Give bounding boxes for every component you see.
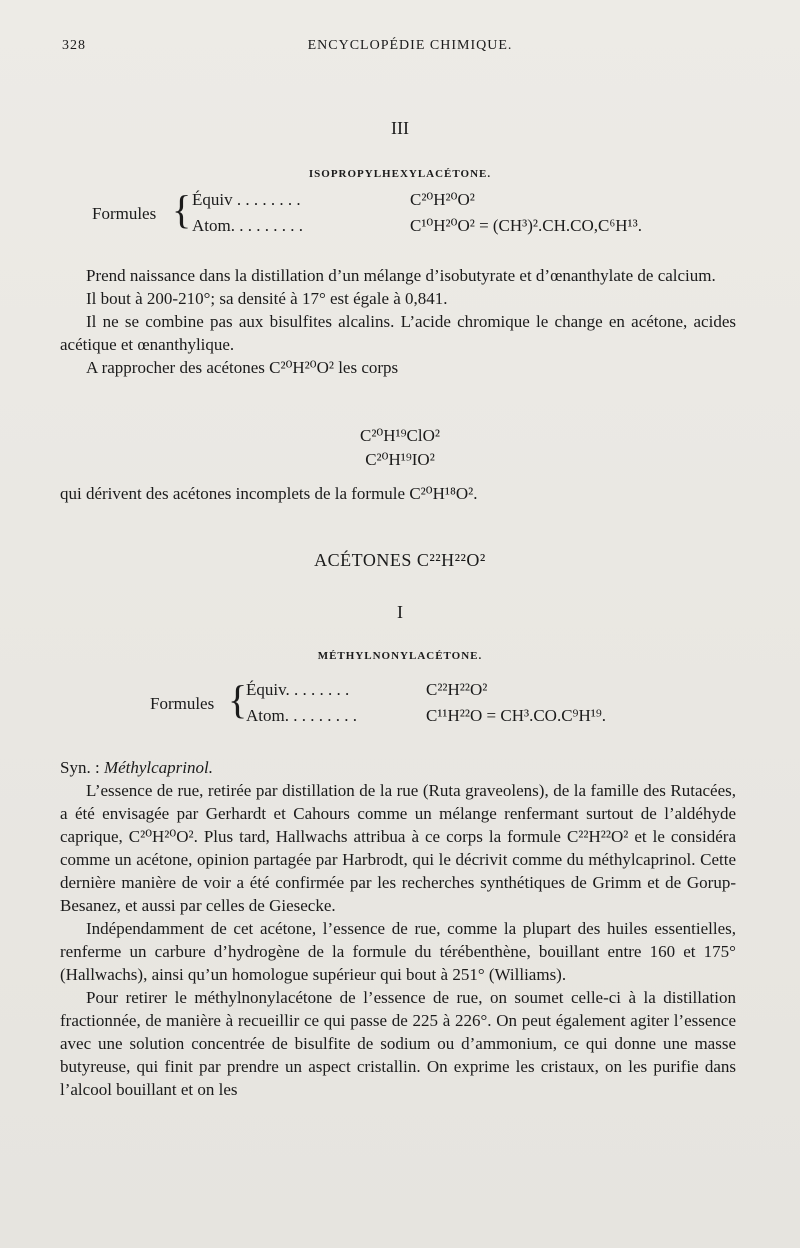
paragraph: qui dérivent des acétones incomplets de la formule C²⁰H¹⁸O². xyxy=(60,484,478,503)
compound-title: MÉTHYLNONYLACÉTONE. xyxy=(317,650,483,662)
formulas-label: Formules xyxy=(150,694,215,713)
paragraph: Il bout à 200-210°; sa densité à 17° est égale à 0,841. xyxy=(86,289,448,308)
atom-label: Atom. . . . . . . . . xyxy=(246,706,357,725)
atom-label: Atom. . . . . . . . . xyxy=(192,216,303,235)
page-number: 328 xyxy=(62,38,86,53)
synonym-name: Méthylcaprinol. xyxy=(103,758,213,777)
equiv-formula: C²²H²²O² xyxy=(426,680,488,699)
equiv-label: Équiv. . . . . . . . xyxy=(246,680,350,699)
formula-corps-iodo: C²⁰H¹⁹IO² xyxy=(365,450,435,469)
paragraph: Prend naissance dans la distillation d’un mélange d’isobutyrate et d’œnanthylate de calcium. xyxy=(86,266,716,285)
paragraph: L’essence de rue, retirée par distillation de la rue (Ruta graveolens), de la famille des Rutacées, a été envisagée par Gerhardt et Cahours comme un mélange renfermant surtout de l’aldéhyde caprique, C²⁰H²⁰O². Plus tard, Hallwachs attribua à ce corps la formule C²²H²²O² et le considéra comme un acétone, opinion partagée par Harbrodt, qui le décrivit comme du méthylcaprinol. Cette dernière manière de voir a été confirmée par les recherches synthétiques de Grimm et de Gorup-Besanez, et aussi par celles de Giesecke. xyxy=(60,781,736,915)
synonym-line xyxy=(60,756,736,779)
group-title: ACÉTONES C²²H²²O² xyxy=(314,550,486,570)
paragraph: Il ne se combine pas aux bisulfites alcalins. L’acide chromique le change en acétone, acides acétique et œnanthylique. xyxy=(60,312,736,354)
synonym-label: Syn. : xyxy=(60,758,100,777)
atom-formula: C¹⁰H²⁰O² = (CH³)².CH.CO,C⁶H¹³. xyxy=(410,216,642,235)
paragraph: Pour retirer le méthylnonylacétone de l’essence de rue, on soumet celle-ci à la distillation fractionnée, de manière à recueillir ce qui passe de 225 à 226°. On peut également agiter l’essence avec une solution concentrée de bisulfite de sodium ou d’ammonium, ce qui donne une masse butyreuse, qui finit par prendre un aspect cristallin. On exprime les cristaux, on les purifie dans l’alcool bouillant et on les xyxy=(60,988,736,1099)
paragraph: Indépendamment de cet acétone, l’essence de rue, comme la plupart des huiles essentielles, renferme un carbure d’hydrogène de la formule du térébenthène, bouillant entre 160 et 175° (Hallwachs), ainsi qu’un homologue supérieur qui bout à 251° (Williams). xyxy=(60,919,736,984)
brace-symbol: { xyxy=(172,187,192,232)
running-title: ENCYCLOPÉDIE CHIMIQUE. xyxy=(307,38,513,53)
paragraph: A rapprocher des acétones C²⁰H²⁰O² les corps xyxy=(86,358,399,377)
equiv-label: Équiv . . . . . . . . xyxy=(192,190,301,209)
section-numeral: I xyxy=(397,602,403,622)
section1-text xyxy=(60,264,736,379)
section-numeral: III xyxy=(391,118,409,138)
compound-title: ISOPROPYLHEXYLACÉTONE. xyxy=(308,168,492,180)
section1-conclusion xyxy=(60,482,736,505)
atom-formula: C¹¹H²²O = CH³.CO.C⁹H¹⁹. xyxy=(426,706,607,725)
section2-text xyxy=(60,756,736,1101)
brace-symbol: { xyxy=(228,677,248,722)
formulas-label: Formules xyxy=(92,204,157,223)
formula-corps-chloro: C²⁰H¹⁹ClO² xyxy=(360,426,440,445)
equiv-formula: C²⁰H²⁰O² xyxy=(410,190,475,209)
